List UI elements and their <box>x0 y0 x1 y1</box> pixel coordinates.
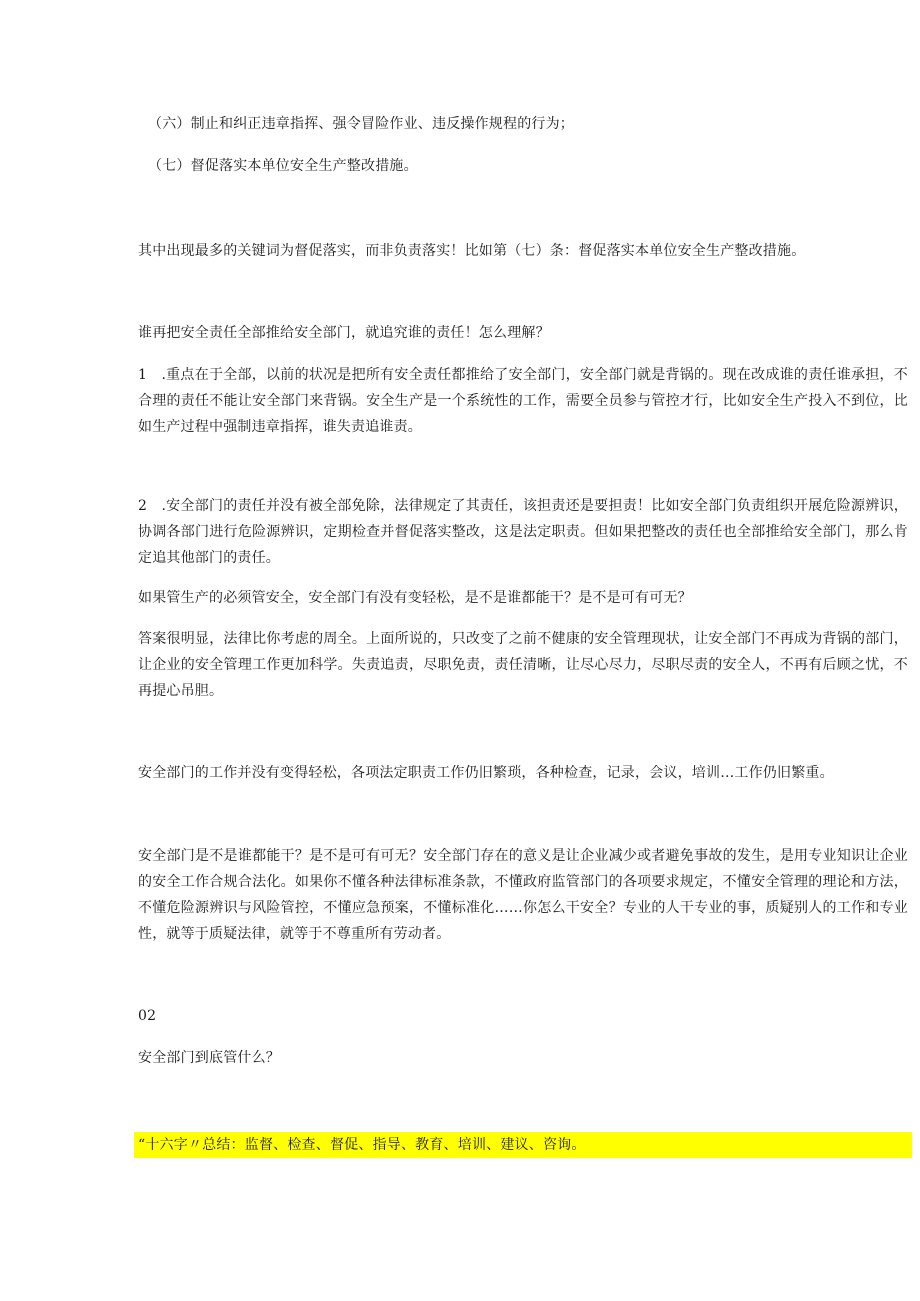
section-number: 02 <box>138 1008 157 1024</box>
paragraph-answer: 答案很明显，法律比你考虑的周全。上面所说的，只改变了之前不健康的安全管理现状，让安全部门不再成为背锅的部门，让企业的安全管理工作更加科学。失责追责，尽职免责，责任清晰，让尽心尽力，尽职尽责的安全人，不再有后顾之忧，不再提心吊胆。 <box>138 631 908 699</box>
paragraph-item-7: （七）督促落实本单位安全生产整改措施。 <box>148 158 418 174</box>
section-title: 安全部门到底管什么？ <box>138 1050 280 1066</box>
highlighted-summary: “十六字〃总结：监督、检查、督促、指导、教育、培训、建议、咨询。 <box>134 1132 912 1158</box>
paragraph-point-2: 2 .安全部门的责任并没有被全部免除，法律规定了其责任，该担责还是要担责！比如安全部门负责组织开展危险源辨识，协调各部门进行危险源辨识，定期检查并督促落实整改，这是法定职责。但如果把整改的责任也全部推给安全部门，那么肯定追其他部门的责任。 <box>138 498 908 566</box>
paragraph-workload: 安全部门的工作并没有变得轻松，各项法定职责工作仍旧繁琐，各种检查，记录，会议，培训…工作仍旧繁重。 <box>138 765 834 781</box>
paragraph-point-1: 1 .重点在于全部，以前的状况是把所有安全责任都推给了安全部门，安全部门就是背锅的。现在改成谁的责任谁承担，不合理的责任不能让安全部门来背锅。安全生产是一个系统性的工作，需要全员参与管控才行，比如安全生产投入不到位，比如生产过程中强制违章指挥，谁失责追谁责。 <box>138 367 908 435</box>
paragraph-question-2: 如果管生产的必须管安全，安全部门有没有变轻松，是不是谁都能干？是不是可有可无？ <box>138 590 692 606</box>
paragraph-significance: 安全部门是不是谁都能干？是不是可有可无？安全部门存在的意义是让企业减少或者避免事故的发生，是用专业知识让企业的安全工作合规合法化。如果你不懂各种法律标准条款，不懂政府监管部门的各项要求规定，不懂安全管理的理论和方法，不懂危险源辨识与风险管控，不懂应急预案，不懂标准化……你怎么干安全？专业的人干专业的事，质疑别人的工作和专业性，就等于质疑法律，就等于不尊重所有劳动者。 <box>138 848 908 942</box>
paragraph-keyword-summary: 其中出现最多的关键词为督促落实，而非负责落实！比如第（七）条：督促落实本单位安全生产整改措施。 <box>138 243 806 259</box>
paragraph-question: 谁再把安全责任全部推给安全部门，就追究谁的责任！怎么理解？ <box>138 325 550 341</box>
paragraph-item-6: （六）制止和纠正违章指挥、强令冒险作业、违反操作规程的行为； <box>148 116 574 132</box>
